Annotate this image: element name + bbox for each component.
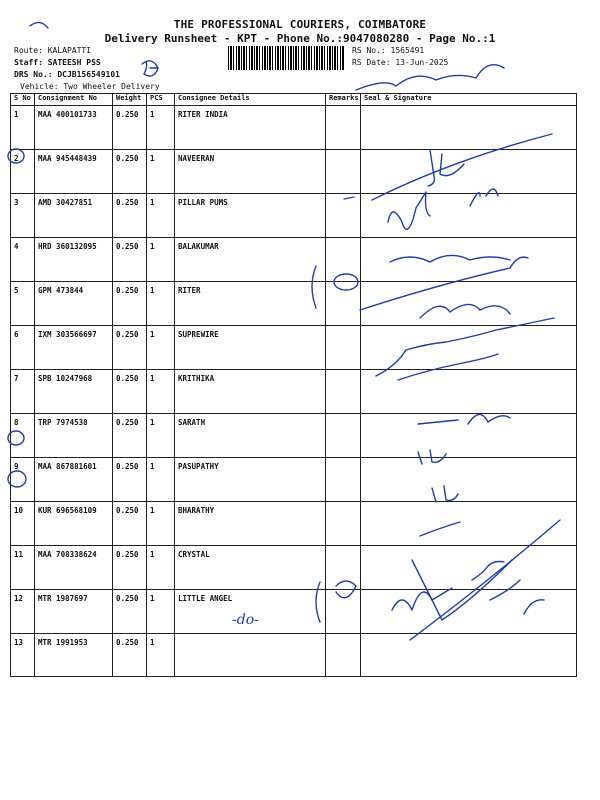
table-row (11, 502, 577, 546)
pcs-cell: 1 (147, 634, 175, 677)
weight-cell: 0.250 (113, 458, 147, 502)
remarks-cell (326, 546, 361, 590)
table-row (11, 458, 577, 502)
col-header-remarks: Remarks (326, 94, 361, 106)
sno-cell: 1 (11, 106, 35, 150)
consignment-cell: AMD 30427851 (35, 194, 113, 238)
consignee-cell: BHARATHY (175, 502, 326, 546)
table-row (11, 414, 577, 458)
weight-cell: 0.250 (113, 634, 147, 677)
signature-cell (361, 414, 577, 458)
sno-cell: 9 (11, 458, 35, 502)
weight-cell: 0.250 (113, 326, 147, 370)
signature-cell (361, 546, 577, 590)
drs-number: DRS No.: DCJB156549101 (14, 70, 120, 79)
signature-cell (361, 502, 577, 546)
remarks-cell (326, 106, 361, 150)
remarks-cell (326, 238, 361, 282)
remarks-cell (326, 150, 361, 194)
remarks-cell (326, 370, 361, 414)
consignee-cell: KRITHIKA (175, 370, 326, 414)
remarks-cell (326, 634, 361, 677)
consignee-cell: SUPREWIRE (175, 326, 326, 370)
signature-cell (361, 458, 577, 502)
consignment-cell: IXM 303566697 (35, 326, 113, 370)
col-header-pcs: PCS (147, 94, 175, 106)
weight-cell: 0.250 (113, 414, 147, 458)
sno-cell: 3 (11, 194, 35, 238)
consignment-cell: HRD 360132095 (35, 238, 113, 282)
remarks-cell (326, 458, 361, 502)
sno-cell: 5 (11, 282, 35, 326)
weight-cell: 0.250 (113, 502, 147, 546)
col-header-consignment: Consignment No (35, 94, 113, 106)
weight-cell: 0.250 (113, 590, 147, 634)
signature-cell (361, 326, 577, 370)
signature-cell (361, 590, 577, 634)
table-row (11, 590, 577, 634)
sno-cell: 11 (11, 546, 35, 590)
consignee-cell: CRYSTAL (175, 546, 326, 590)
table-row (11, 282, 577, 326)
signature-cell (361, 106, 577, 150)
table-row (11, 150, 577, 194)
pcs-cell: 1 (147, 590, 175, 634)
rs-date: RS Date: 13-Jun-2025 (352, 58, 449, 67)
signature-cell (361, 194, 577, 238)
barcode (228, 46, 344, 70)
weight-cell: 0.250 (113, 370, 147, 414)
pcs-cell: 1 (147, 502, 175, 546)
sno-cell: 7 (11, 370, 35, 414)
consignment-cell: MAA 708338624 (35, 546, 113, 590)
circled-mark-icon (142, 61, 158, 76)
pcs-cell: 1 (147, 238, 175, 282)
consignment-cell: TRP 7974538 (35, 414, 113, 458)
pcs-cell: 1 (147, 546, 175, 590)
pcs-cell: 1 (147, 326, 175, 370)
pcs-cell: 1 (147, 194, 175, 238)
consignee-cell: PASUPATHY (175, 458, 326, 502)
consignment-cell: MAA 867881601 (35, 458, 113, 502)
company-title: THE PROFESSIONAL COURIERS, COIMBATORE (173, 18, 427, 31)
vehicle-label: Vehicle: Two Wheeler Delivery (20, 82, 160, 91)
consignee-cell: PILLAR PUMS (175, 194, 326, 238)
remarks-cell (326, 194, 361, 238)
pcs-cell: 1 (147, 282, 175, 326)
col-header-consignee: Consignee Details (175, 94, 326, 106)
signature-cell (361, 634, 577, 677)
sno-cell: 10 (11, 502, 35, 546)
weight-cell: 0.250 (113, 546, 147, 590)
consignee-cell: NAVEERAN (175, 150, 326, 194)
consignment-cell: KUR 696568109 (35, 502, 113, 546)
pcs-cell: 1 (147, 458, 175, 502)
col-header-sno: S No (11, 94, 35, 106)
consignee-cell: LITTLE ANGEL (175, 590, 326, 634)
rs-number: RS No.: 1565491 (352, 46, 425, 55)
runsheet-subtitle: Delivery Runsheet - KPT - Phone No.:9047080280 - Page No.:1 (104, 32, 496, 45)
remarks-cell (326, 282, 361, 326)
weight-cell: 0.250 (113, 150, 147, 194)
table-row (11, 634, 577, 677)
table-header-row (11, 94, 577, 106)
consignee-cell: BALAKUMAR (175, 238, 326, 282)
staff-label: Staff: SATEESH PSS (14, 58, 101, 67)
signature-cell (361, 150, 577, 194)
table-row (11, 106, 577, 150)
runsheet-table (10, 93, 577, 677)
signature-cell (361, 370, 577, 414)
col-header-signature: Seal & Signature (361, 94, 577, 106)
row1-signature-icon (356, 65, 504, 90)
col-header-weight: Weight (113, 94, 147, 106)
row13-remark: -do- (232, 612, 259, 628)
pcs-cell: 1 (147, 150, 175, 194)
sno-cell: 8 (11, 414, 35, 458)
remarks-cell (326, 590, 361, 634)
pcs-cell: 1 (147, 414, 175, 458)
table-row (11, 238, 577, 282)
table-row (11, 370, 577, 414)
sno-cell: 2 (11, 150, 35, 194)
consignee-cell: RITER INDIA (175, 106, 326, 150)
remarks-cell (326, 414, 361, 458)
remarks-cell (326, 326, 361, 370)
route-label: Route: KALAPATTI (14, 46, 92, 55)
table-row (11, 546, 577, 590)
weight-cell: 0.250 (113, 106, 147, 150)
sno-cell: 12 (11, 590, 35, 634)
sno-cell: 6 (11, 326, 35, 370)
table-row (11, 326, 577, 370)
pcs-cell: 1 (147, 370, 175, 414)
consignment-cell: MAA 400101733 (35, 106, 113, 150)
consignment-cell: MTR 1987697 (35, 590, 113, 634)
weight-cell: 0.250 (113, 194, 147, 238)
remarks-cell (326, 502, 361, 546)
signature-cell (361, 238, 577, 282)
consignment-cell: MTR 1991953 (35, 634, 113, 677)
consignee-cell (175, 634, 326, 677)
consignment-cell: GPM 473844 (35, 282, 113, 326)
weight-cell: 0.250 (113, 282, 147, 326)
sno-cell: 13 (11, 634, 35, 677)
weight-cell: 0.250 (113, 238, 147, 282)
pcs-cell: 1 (147, 106, 175, 150)
table-row (11, 194, 577, 238)
consignee-cell: RITER (175, 282, 326, 326)
consignment-cell: MAA 945448439 (35, 150, 113, 194)
sno-cell: 4 (11, 238, 35, 282)
consignee-cell: SARATH (175, 414, 326, 458)
consignment-cell: SPB 10247968 (35, 370, 113, 414)
signature-cell (361, 282, 577, 326)
